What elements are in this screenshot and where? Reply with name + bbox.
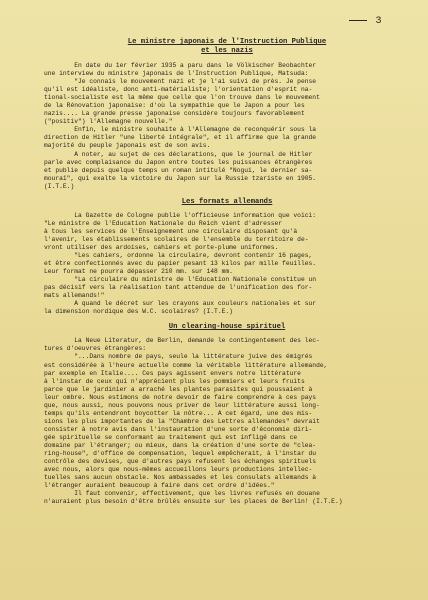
paragraph: A noter, au sujet de ces déclarations, que le journal de Hitler parle avec complaisance du Japon entre toutes les puissances étrangères et publie depuis quelque temps un roman intitulé "Nogui, le dernier sa- mouraï", qui exalte la victoire du Japon sur la Russie tzariste en 1905. (I.T.E.): [44, 150, 317, 190]
paragraph: La Neue Literatur, de Berlin, demande le contingentement des lec- tures d'oeuvres étrangères: "...Dans nombre de pays, seule la littérature juive des émigrés est considérée à l'heure actuelle comme la véritable littérature allemande, par exemple en Italie.... Ces pays agissent envers notre littérature à l'instar de ceux qui n'apprécient plus les pommiers et leurs fruits parce que le jardinier a arraché les plantes parasites qui poussaient à leur ombre. Nous estimons de notre devoir de faire comprendre à ces pays que, nous aussi, nous pouvons nous priver de leur littérature aussi long- temps qu'ils entendront boycotter la nôtre... A cet égard, une des mis- sions les plus importantes de la "Chambre des Lettres allemandes" devrait consister à notre avis dans l'instauration d'une sorte d'économie diri- gée spirituelle se conformant au traitement qui est infligé dans ce domaine par l'étranger; ou mieux, dans la création d'une sorte de "clea- ring-house", d'office de compensation, lequel empêcherait, à l'instar du contrôle des devises, que d'autres pays refusent les échanges spirituels avec nous, alors que nous-mêmes accueillons leurs productions intellec- tuelles sans aucun obstacle. Nos ambassades et les consulats allemands à l'étranger auraient beaucoup à faire dans cet ordre d'idées.": [44, 337, 328, 490]
section-heading: Un clearing-house spirituel: [168, 323, 286, 332]
title-line-2: et les nazis: [201, 47, 253, 55]
document-title: [44, 38, 410, 56]
page-number: [349, 16, 382, 27]
paragraph: En date du 1er février 1935 a paru dans le Völkischer Beobachter une interview du ministre japonais de l'Instruction Publique, Matsuda: "Je connais le mouvement nazi et je l'ai suivi de près. Je pense qu'il est idéaliste, donc anti-matérialiste; l'orientation d'esprit na- tional-socialiste est la même que celle que l'on trouve dans le mouvement de la Rénovation japonaise: d'où la sympathie que le Japon a pour les nazis.... La grande presse japonaise considère toujours favorablement ("positiv") l'Allemagne nouvelle.": [44, 62, 320, 126]
paragraph: Il faut convenir, effectivement, que les livres refusés en douane n'auraient plus besoin d'être brûlés ensuite sur les places de Berlin! (I.T.E.): [44, 490, 343, 506]
paragraph: La Gazette de Cologne publie l'officieuse information que voici: "Le ministre de l'Education Nationale du Reich vient d'adresser à tous les services de l'Enseignement une circulaire disposant qu'à l'avenir, les établissements scolaires de l'ensemble du territoire de- vront utiliser des ardoises, cahiers et porte-plume uniformes. "Les cahiers, ordonne la circulaire, devront contenir 16 pages, et être confectionnés avec du papier pesant 13 kilos par mille feuilles. Leur format ne pourra dépasser 210 mm. sur 148 mm. "La circulaire du ministre de l'Education Nationale constitue un pas décisif vers la réalisation tant attendue de l'unification des for- mats allemands!": [44, 211, 317, 300]
paragraph: Enfin, le ministre souhaite à l'Allemagne de reconquérir sous la direction de Hitler "une liberté intégrale", et il affirme que la grande majorité du peuple japonais est de son avis.: [44, 126, 317, 150]
paragraph: A quand le décret sur les crayons aux couleurs nationales et sur la dimension nordique des W.C. scolaires? (I.T.E.): [44, 300, 317, 316]
section-heading: Les formats allemands: [181, 197, 273, 206]
title-line-1: Le ministre japonais de l'Instruction Publique: [127, 38, 327, 46]
page-number-value: 3: [375, 16, 382, 27]
page-number-rule: [349, 20, 367, 21]
